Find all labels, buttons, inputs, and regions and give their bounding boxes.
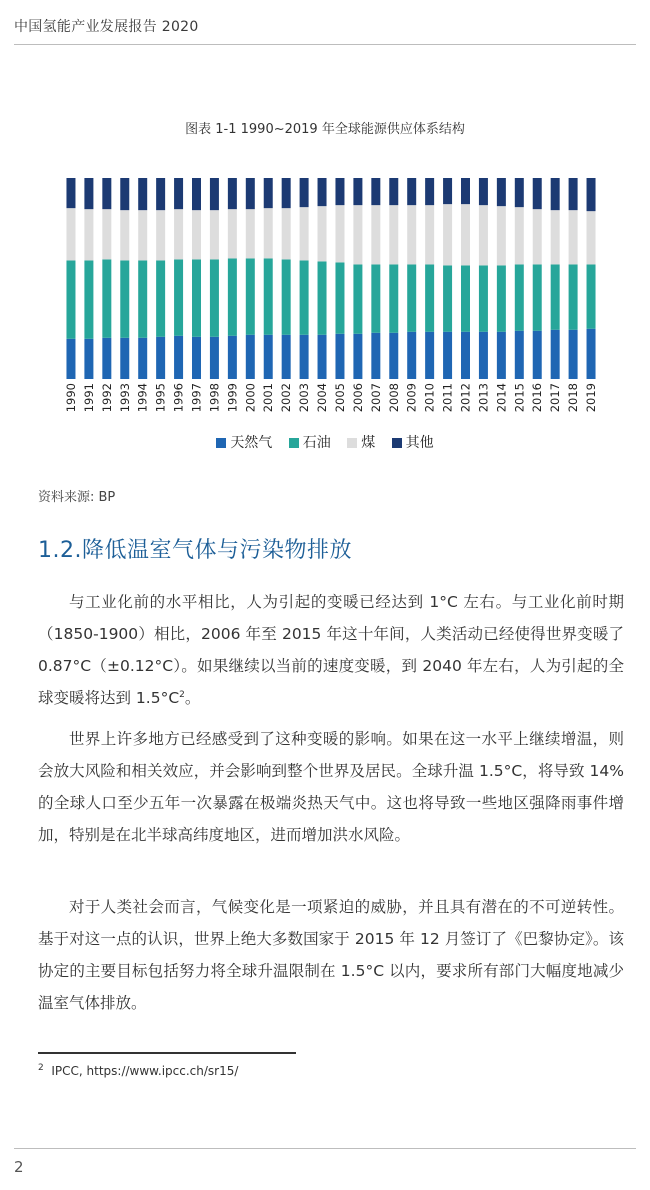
x-tick-label-1995: 1995	[153, 383, 168, 413]
x-tick-label-2005: 2005	[332, 383, 347, 413]
bar-segment-oil-2003	[300, 260, 309, 334]
x-tick-label-2018: 2018	[566, 383, 581, 413]
bar-segment-oil-2000	[246, 258, 255, 334]
x-tick-label-1992: 1992	[99, 383, 114, 413]
bar-segment-coal-2007	[371, 205, 380, 264]
bar-segment-oil-2005	[335, 262, 344, 333]
header-divider	[14, 44, 636, 45]
bar-segment-oil-2009	[407, 264, 416, 331]
bar-segment-oil-1990	[66, 260, 75, 338]
bar-segment-natural-gas-2011	[443, 332, 452, 379]
bar-segment-oil-2008	[389, 264, 398, 332]
bar-segment-coal-1999	[228, 209, 237, 258]
x-tick-label-2008: 2008	[386, 383, 401, 413]
legend-label: 其他	[405, 435, 434, 451]
bar-segment-other-2014	[497, 178, 506, 206]
x-tick-label-1998: 1998	[207, 383, 222, 413]
bar-segment-coal-1997	[192, 210, 201, 259]
bar-segment-coal-2004	[318, 206, 327, 261]
bar-segment-coal-2002	[282, 208, 291, 259]
bar-segment-natural-gas-2016	[533, 331, 542, 379]
bar-segment-coal-2015	[515, 207, 524, 264]
bar-segment-other-2009	[407, 178, 416, 205]
bar-segment-other-1997	[192, 178, 201, 210]
bar-segment-oil-2013	[479, 265, 488, 331]
bar-segment-oil-2001	[264, 258, 273, 334]
paragraph-3: 对于人类社会而言，气候变化是一项紧迫的威胁，并且具有潜在的不可逆转性。基于对这一点的认识，世界上绝大多数国家于 2015 年 12 月签订了《巴黎协定》。该协定的主要目标包括努力将全球升温限制在 1.5°C 以内，要求所有部门大幅度地减少温室气体排放。	[38, 898, 624, 1012]
chart-title: 图表 1-1 1990~2019 年全球能源供应体系结构	[185, 122, 465, 137]
bar-segment-other-1990	[66, 178, 75, 208]
bar-segment-natural-gas-2009	[407, 332, 416, 379]
bar-segment-coal-2012	[461, 204, 470, 265]
legend-item-other	[392, 432, 434, 452]
x-tick-label-1994: 1994	[135, 383, 150, 413]
bar-segment-other-2012	[461, 178, 470, 204]
bar-segment-other-1995	[156, 178, 165, 210]
document-header: 中国氢能产业发展报告 2020	[14, 19, 199, 35]
bar-segment-other-2004	[318, 178, 327, 206]
bar-segment-other-2013	[479, 178, 488, 205]
bar-segment-natural-gas-1991	[84, 339, 93, 379]
bar-segment-other-2011	[443, 178, 452, 204]
legend-label: 煤	[361, 435, 376, 451]
bar-segment-other-2007	[371, 178, 380, 205]
paragraph-1-tail: 。	[184, 689, 201, 707]
bar-segment-other-2005	[335, 178, 344, 205]
bar-segment-other-1991	[84, 178, 93, 209]
footnote-divider	[38, 1052, 296, 1054]
bar-segment-natural-gas-2003	[300, 335, 309, 379]
bar-segment-oil-1996	[174, 259, 183, 335]
bar-segment-other-2002	[282, 178, 291, 208]
paragraph-1	[38, 586, 624, 714]
bar-segment-other-1999	[228, 178, 237, 209]
bar-segment-natural-gas-2013	[479, 332, 488, 379]
bar-segment-other-2015	[515, 178, 524, 207]
bar-segment-coal-2017	[551, 210, 560, 264]
bar-segment-natural-gas-2001	[264, 335, 273, 379]
x-tick-label-2007: 2007	[368, 383, 383, 413]
x-tick-label-2010: 2010	[422, 383, 437, 413]
bar-segment-natural-gas-1992	[102, 338, 111, 379]
bar-segment-natural-gas-2014	[497, 332, 506, 379]
footer-divider	[14, 1148, 636, 1149]
bar-segment-coal-2003	[300, 207, 309, 260]
footnote-mark: 2	[38, 1063, 44, 1073]
bar-segment-natural-gas-2010	[425, 332, 434, 379]
legend-item-coal	[347, 432, 375, 452]
bar-segment-coal-2005	[335, 205, 344, 262]
x-tick-label-2017: 2017	[548, 383, 563, 413]
x-tick-label-2011: 2011	[440, 383, 455, 413]
energy-structure-chart	[0, 160, 650, 428]
footnote-text[interactable]: IPCC, https://www.ipcc.ch/sr15/	[51, 1064, 239, 1078]
x-tick-label-2013: 2013	[476, 383, 491, 413]
bar-segment-other-1993	[120, 178, 129, 210]
bar-segment-coal-2000	[246, 209, 255, 258]
bar-segment-other-2017	[551, 178, 560, 210]
bar-segment-oil-2004	[318, 261, 327, 334]
bar-segment-coal-1995	[156, 210, 165, 260]
bar-segment-natural-gas-2015	[515, 331, 524, 379]
x-tick-label-1996: 1996	[171, 383, 186, 413]
figure-source: 资料来源: BP	[38, 490, 116, 505]
page-number: 2	[14, 1158, 24, 1176]
footnote-ref[interactable]: 2	[179, 689, 185, 700]
bar-segment-oil-1994	[138, 260, 147, 337]
x-tick-label-1990: 1990	[63, 383, 78, 413]
bar-segment-other-1998	[210, 178, 219, 210]
bar-segment-natural-gas-1998	[210, 337, 219, 379]
x-tick-label-2019: 2019	[584, 383, 599, 413]
legend-label: 天然气	[230, 435, 273, 451]
legend-swatch-oil	[289, 438, 299, 448]
x-tick-label-2014: 2014	[494, 383, 509, 413]
bar-segment-other-2010	[425, 178, 434, 205]
legend-label: 石油	[302, 435, 331, 451]
bar-segment-natural-gas-2004	[318, 335, 327, 379]
bar-segment-oil-2017	[551, 264, 560, 329]
bar-segment-oil-2018	[569, 264, 578, 329]
bar-segment-oil-2006	[353, 264, 362, 333]
bar-segment-natural-gas-2019	[587, 329, 596, 379]
bar-segment-oil-1991	[84, 260, 93, 338]
legend-swatch-other	[392, 438, 402, 448]
x-tick-label-2001: 2001	[261, 383, 276, 413]
bar-segment-natural-gas-1994	[138, 338, 147, 379]
chart-legend	[0, 432, 650, 452]
bar-segment-natural-gas-2002	[282, 335, 291, 379]
legend-swatch-natural-gas	[216, 438, 226, 448]
bar-segment-other-2019	[587, 178, 596, 211]
x-tick-label-2015: 2015	[512, 383, 527, 413]
bar-segment-other-2016	[533, 178, 542, 209]
bar-segment-natural-gas-1990	[66, 339, 75, 379]
bar-segment-other-2008	[389, 178, 398, 205]
bar-segment-coal-2016	[533, 209, 542, 264]
bar-segment-natural-gas-1999	[228, 336, 237, 379]
bar-segment-oil-1995	[156, 260, 165, 336]
bar-segment-oil-1997	[192, 259, 201, 336]
bar-segment-coal-1998	[210, 210, 219, 259]
bar-segment-natural-gas-2005	[335, 334, 344, 379]
bar-segment-oil-2010	[425, 264, 434, 331]
section-title: 1.2.降低温室气体与污染物排放	[38, 538, 352, 563]
bar-segment-other-1992	[102, 178, 111, 209]
bar-segment-oil-2015	[515, 264, 524, 330]
bar-segment-other-2006	[353, 178, 362, 205]
bar-segment-natural-gas-2017	[551, 330, 560, 379]
x-tick-label-2016: 2016	[530, 383, 545, 413]
bar-segment-other-2003	[300, 178, 309, 207]
x-tick-label-2004: 2004	[315, 383, 330, 413]
paragraph-2: 世界上许多地方已经感受到了这种变暖的影响。如果在这一水平上继续增温，则会放大风险和相关效应，并会影响到整个世界及居民。全球升温 1.5°C，将导致 14%的全球人口至少五年一次暴露在极端炎热天气中。这也将导致一些地区强降雨事件增加，特别是在北半球高纬度地区，进而增加洪水风险。	[38, 730, 624, 844]
x-tick-label-2003: 2003	[297, 383, 312, 413]
bar-segment-coal-2006	[353, 205, 362, 264]
bar-segment-natural-gas-2006	[353, 334, 362, 379]
x-tick-label-1993: 1993	[117, 383, 132, 413]
bar-segment-oil-2012	[461, 265, 470, 331]
bar-segment-coal-2014	[497, 206, 506, 265]
bar-segment-coal-2013	[479, 205, 488, 265]
bar-segment-coal-1993	[120, 210, 129, 260]
bar-segment-coal-1990	[66, 208, 75, 260]
paragraph-1-text: 与工业化前的水平相比，人为引起的变暖已经达到 1°C 左右。与工业化前时期（1850-1900）相比，2006 年至 2015 年这十年间，人类活动已经使得世界变暖了 0.87°C（±0.12°C）。如果继续以当前的速度变暖，到 2040 年左右，人为引起的全球变暖将达到 1.5°C	[38, 593, 624, 707]
bar-segment-natural-gas-1997	[192, 337, 201, 379]
bar-segment-natural-gas-2000	[246, 335, 255, 379]
bar-segment-oil-2016	[533, 264, 542, 330]
bar-segment-oil-2014	[497, 265, 506, 331]
bar-segment-other-1996	[174, 178, 183, 209]
bar-segment-other-2018	[569, 178, 578, 210]
footnote	[38, 1064, 238, 1078]
x-tick-label-1997: 1997	[189, 383, 204, 413]
x-tick-label-2006: 2006	[350, 383, 365, 413]
x-tick-label-2000: 2000	[243, 383, 258, 413]
bar-segment-natural-gas-1993	[120, 338, 129, 379]
bar-segment-natural-gas-2018	[569, 330, 578, 379]
bar-segment-coal-1992	[102, 209, 111, 259]
legend-item-oil	[289, 432, 331, 452]
legend-swatch-coal	[347, 438, 357, 448]
bar-segment-oil-2011	[443, 265, 452, 331]
bar-segment-oil-1992	[102, 259, 111, 337]
x-tick-label-2009: 2009	[404, 383, 419, 413]
bar-segment-coal-1994	[138, 210, 147, 260]
bar-segment-oil-2019	[587, 264, 596, 328]
bar-segment-oil-2007	[371, 264, 380, 332]
bar-segment-natural-gas-2007	[371, 333, 380, 379]
legend-item-natural-gas	[216, 432, 272, 452]
bar-segment-oil-1993	[120, 260, 129, 337]
bar-segment-coal-2008	[389, 205, 398, 264]
x-tick-label-1991: 1991	[81, 383, 96, 413]
bar-segment-natural-gas-2008	[389, 333, 398, 379]
bar-segment-natural-gas-1996	[174, 336, 183, 379]
bar-segment-coal-1991	[84, 209, 93, 260]
x-tick-label-2012: 2012	[458, 383, 473, 413]
bar-segment-coal-2018	[569, 210, 578, 264]
bar-segment-coal-2009	[407, 205, 416, 264]
bar-segment-other-2000	[246, 178, 255, 209]
bar-segment-coal-2010	[425, 205, 434, 264]
bar-segment-other-2001	[264, 178, 273, 208]
x-tick-label-1999: 1999	[225, 383, 240, 413]
bar-segment-natural-gas-1995	[156, 337, 165, 379]
bar-segment-oil-2002	[282, 259, 291, 334]
bar-segment-other-1994	[138, 178, 147, 210]
bar-segment-coal-2011	[443, 204, 452, 265]
bar-segment-coal-1996	[174, 209, 183, 259]
x-tick-label-2002: 2002	[279, 383, 294, 413]
bar-segment-oil-1999	[228, 258, 237, 335]
bar-segment-coal-2001	[264, 208, 273, 258]
bar-segment-oil-1998	[210, 259, 219, 336]
bar-segment-coal-2019	[587, 211, 596, 264]
bar-segment-natural-gas-2012	[461, 332, 470, 379]
